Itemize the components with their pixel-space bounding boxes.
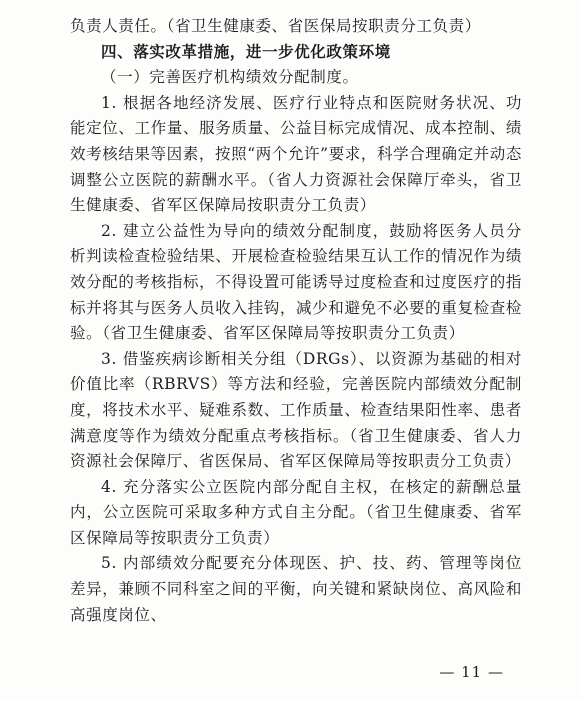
paragraph-item-1: 1. 根据各地经济发展、医疗行业特点和医院财务状况、功能定位、工作量、服务质量、公益目标完成情况、成本控制、绩效考核结果等因素，按照“两个允许”要求，科学合理确定并动态调整公立医院的薪酬水平。（省人力资源社会保障厅牵头，省卫生健康委、省军区保障局按职责分工负责） <box>70 93 522 215</box>
paragraph-item-3: 3. 借鉴疾病诊断相关分组（DRGs）、以资源为基础的相对价值比率（RBRVS）等方法和经验，完善医院内部绩效分配制度，将技术水平、疑难系数、工作质量、检查结果阳性率、患者满意度等作为绩效分配重点考核指标。（省卫生健康委、省人力资源社会保障厅、省医保局、省军区保障局等按职责分工负责） <box>70 349 522 471</box>
paragraph-item-5: 5. 内部绩效分配要充分体现医、护、技、药、管理等岗位差异，兼顾不同科室之间的平衡，向关键和紧缺岗位、高风险和高强度岗位、 <box>70 554 522 624</box>
paragraph-continuation: 负责人责任。（省卫生健康委、省医保局按职责分工负责） <box>70 17 481 35</box>
page-number: — 11 — <box>439 663 504 681</box>
paragraph-item-4: 4. 充分落实公立医院内部分配自主权，在核定的薪酬总量内，公立医院可采取多种方式自主分配。（省卫生健康委、省军区保障局等按职责分工负责） <box>70 477 522 547</box>
section-heading: 四、落实改革措施，进一步优化政策环境 <box>101 42 391 61</box>
subsection-heading: （一）完善医疗机构绩效分配制度。 <box>101 68 359 87</box>
paragraph-item-2: 2. 建立公益性为导向的绩效分配制度，鼓励将医务人员分析判读检查检验结果、开展检查检验结果互认工作的情况作为绩效分配的考核指标，不得设置可能诱导过度检查和过度医疗的指标并将其与医务人员收入挂钩，减少和避免不必要的重复检查检验。（省卫生健康委、省军区保障局等按职责分工负责） <box>70 221 522 343</box>
